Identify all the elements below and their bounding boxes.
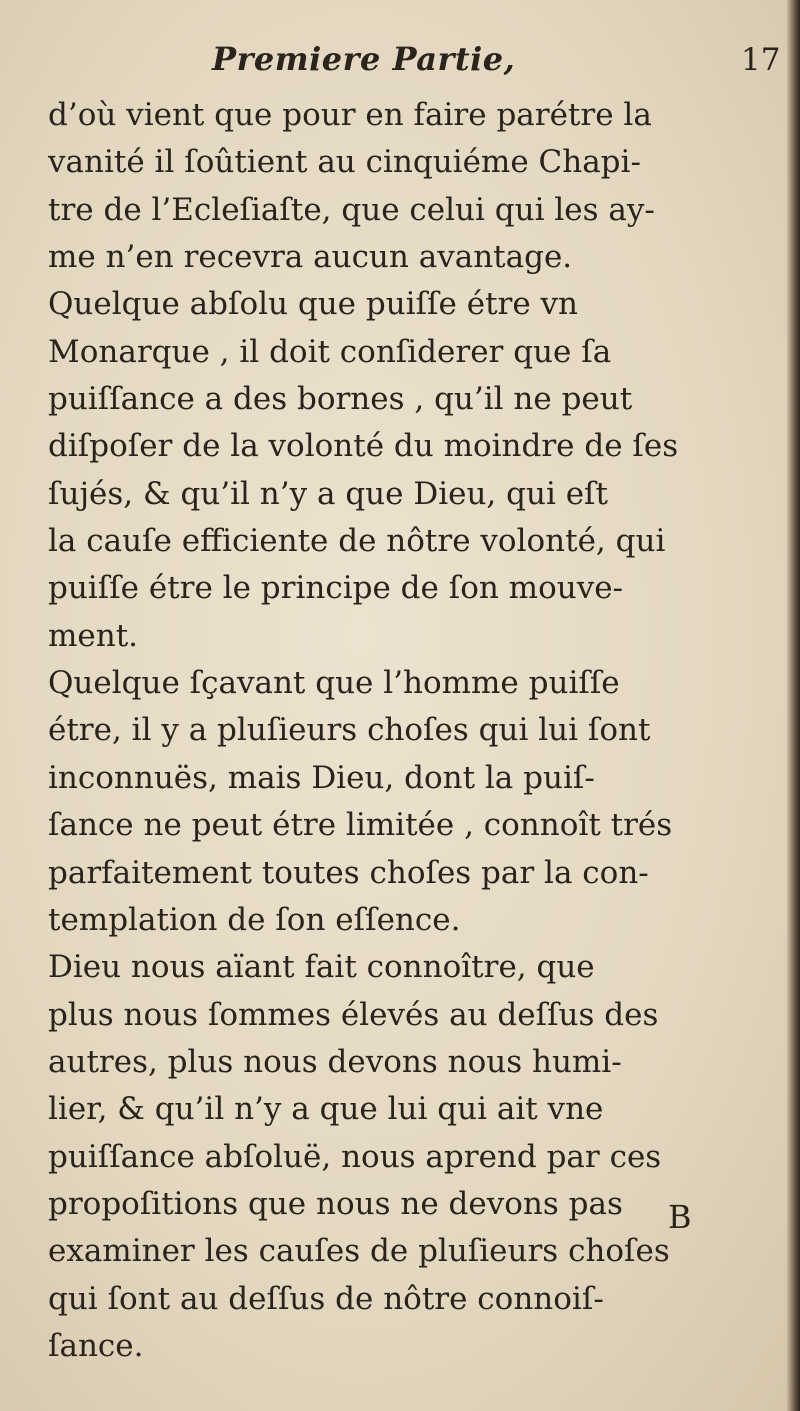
text-line: tre de l’Ecleſiaſte, que celui qui les ay-	[48, 191, 655, 228]
text-line: Dieu nous aïant fait connoître, que	[48, 949, 595, 986]
text-line: étre, il y a pluſieurs choſes qui lui ſont	[48, 712, 651, 749]
signature-mark: B	[668, 1198, 692, 1236]
text-line: la cauſe efficiente de nôtre volonté, qui	[48, 523, 666, 560]
text-line: Quelque abſolu que puiſſe étre vn	[48, 286, 579, 323]
text-line: inconnuës, mais Dieu, dont la puiſ-	[48, 759, 595, 796]
text-line: qui ſont au deſſus de nôtre connoiſ-	[48, 1280, 604, 1317]
text-line: examiner les cauſes de pluſieurs choſes	[48, 1233, 670, 1270]
text-line: lier, & qu’il n’y a que lui qui ait vne	[48, 1091, 604, 1128]
body-text	[48, 92, 768, 1370]
text-line: puiſſance a des bornes , qu’il ne peut	[48, 381, 633, 418]
text-line: ſance ne peut étre limitée , connoît trés	[48, 807, 673, 844]
text-line: vanité il ſoûtient au cinquiéme Chapi-	[48, 144, 641, 181]
text-line: autres, plus nous devons nous humi-	[48, 1043, 622, 1080]
text-line: me n’en recevra aucun avantage.	[48, 239, 573, 276]
page-number: 17	[741, 42, 781, 78]
text-line: diſpoſer de la volonté du moindre de ſes	[48, 428, 679, 465]
running-head: Premiere Partie,	[212, 40, 516, 78]
text-line: Quelque ſçavant que l’homme puiſſe	[48, 665, 620, 702]
page-header	[0, 40, 800, 90]
text-line: plus nous ſommes élevés au deſſus des	[48, 996, 659, 1033]
text-line: puiſſance abſoluë, nous aprend par ces	[48, 1138, 662, 1175]
text-line: ſujés, & qu’il n’y a que Dieu, qui eſt	[48, 475, 608, 512]
text-line: templation de ſon eſſence.	[48, 901, 461, 938]
text-line: propoſitions que nous ne devons pas	[48, 1185, 623, 1222]
text-line: ment.	[48, 617, 139, 654]
page-edge-shadow	[786, 0, 800, 1411]
text-line: Monarque , il doit conſiderer que ſa	[48, 333, 612, 370]
text-line: ſance.	[48, 1327, 144, 1364]
text-line: puiſſe étre le principe de ſon mouve-	[48, 570, 624, 607]
text-line: d’où vient que pour en faire parétre la	[48, 97, 652, 133]
text-line: parfaitement toutes choſes par la con-	[48, 854, 649, 891]
